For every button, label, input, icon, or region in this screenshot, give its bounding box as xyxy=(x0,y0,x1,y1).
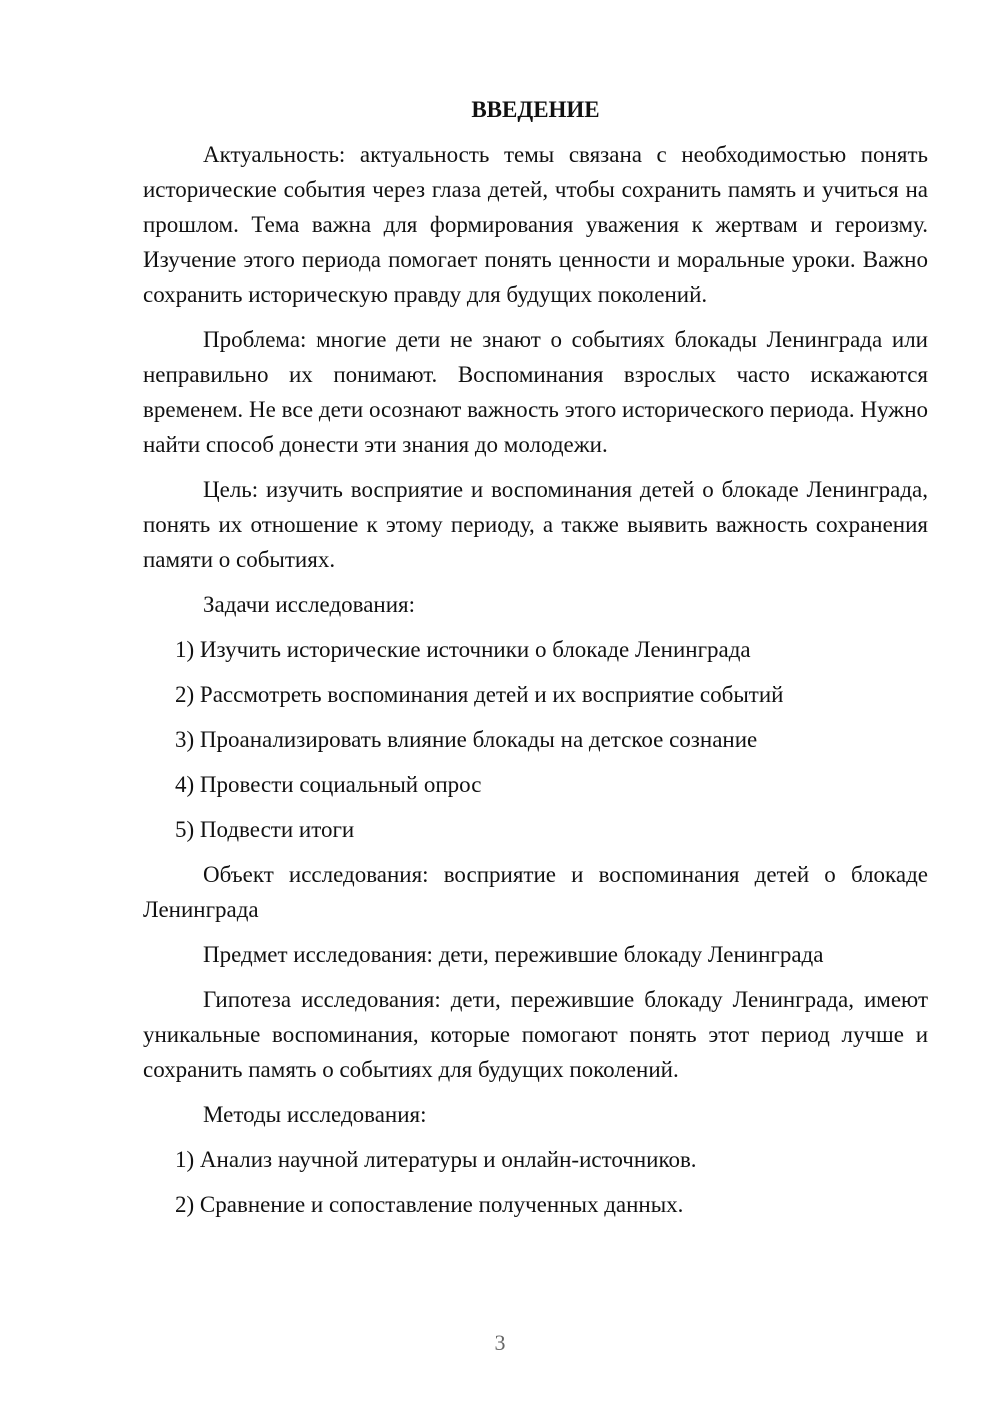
goal-paragraph: Цель: изучить восприятие и воспоминания детей о блокаде Ленинграда, понять их отношение к этому периоду, а также выявить важность сохранения памяти о событиях. xyxy=(143,477,928,572)
tasks-heading: Задачи исследования: xyxy=(203,592,416,617)
hypothesis-paragraph: Гипотеза исследования: дети, пережившие блокаду Ленинграда, имеют уникальные воспоминания, которые помогают понять этот период лучше и сохранить память о событиях для будущих поколений. xyxy=(143,987,928,1082)
task-item-1: 1) Изучить исторические источники о блокаде Ленинграда xyxy=(175,637,751,662)
document-page xyxy=(143,92,928,1232)
problem-paragraph: Проблема: многие дети не знают о событиях блокады Ленинграда или неправильно их понимают. Воспоминания взрослых часто искажаются временем. Не все дети осознают важность этого исторического периода. Нужно найти способ донести эти знания до молодежи. xyxy=(143,327,928,457)
subject-paragraph: Предмет исследования: дети, пережившие блокаду Ленинграда xyxy=(203,942,824,967)
section-title: ВВЕДЕНИЕ xyxy=(471,97,600,122)
task-item-3: 3) Проанализировать влияние блокады на детское сознание xyxy=(175,727,758,752)
task-item-2: 2) Рассмотреть воспоминания детей и их восприятие событий xyxy=(175,682,784,707)
method-item-2: 2) Сравнение и сопоставление полученных данных. xyxy=(175,1192,684,1217)
task-item-5: 5) Подвести итоги xyxy=(175,817,355,842)
method-item-1: 1) Анализ научной литературы и онлайн-источников. xyxy=(175,1147,697,1172)
object-paragraph: Объект исследования: восприятие и воспоминания детей о блокаде Ленинграда xyxy=(143,862,928,922)
relevance-paragraph: Актуальность: актуальность темы связана с необходимостью понять исторические события через глаза детей, чтобы сохранить память и учиться на прошлом. Тема важна для формирования уважения к жертвам и героизму. Изучение этого периода помогает понять ценности и моральные уроки. Важно сохранить историческую правду для будущих поколений. xyxy=(143,142,928,307)
methods-heading: Методы исследования: xyxy=(203,1102,427,1127)
page-number: 3 xyxy=(494,1330,506,1355)
task-item-4: 4) Провести социальный опрос xyxy=(175,772,482,797)
